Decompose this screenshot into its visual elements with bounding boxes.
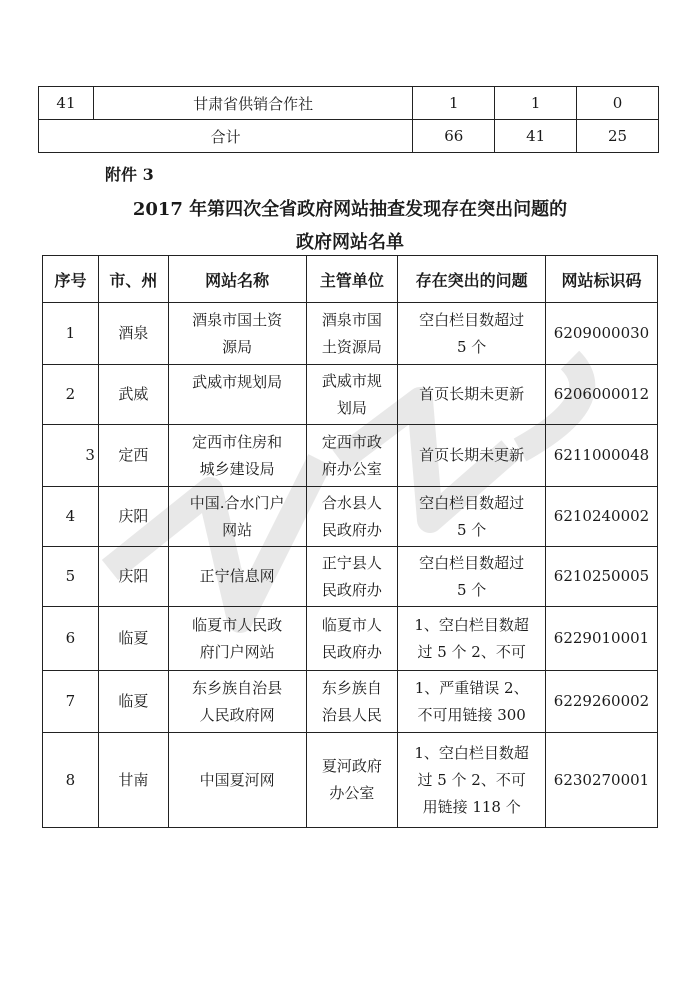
cell-issue — [398, 547, 546, 607]
table-row — [43, 365, 658, 425]
cell-issue — [398, 425, 546, 487]
table-row — [43, 303, 658, 365]
cell-city: 庆阳 — [98, 487, 168, 547]
issue-line: 首页长期未更新 — [419, 446, 525, 464]
cell-site-name — [168, 671, 306, 733]
header-unit: 主管单位 — [306, 256, 398, 303]
unit-line: 民政府办 — [321, 520, 382, 539]
cell-site-name — [168, 607, 306, 671]
attachment-label: 附件 3 — [105, 165, 154, 184]
issue-line: 首页长期未更新 — [419, 385, 525, 403]
cell-serial: 6 — [43, 607, 99, 671]
issue-line: 不可用链接 300 — [417, 705, 526, 724]
unit-line: 正宁县人 — [321, 553, 382, 572]
issue-line: 1、严重错误 2、 — [414, 678, 529, 697]
cell-serial: 8 — [43, 733, 99, 828]
total-b: 41 — [495, 120, 577, 153]
site-line: 酒泉市国土资 — [192, 310, 283, 329]
issue-line: 空白栏目数超过 — [419, 553, 525, 572]
site-line: 人民政府网 — [199, 705, 275, 724]
cell-site-name — [168, 487, 306, 547]
unit-line: 办公室 — [329, 784, 375, 802]
cell-site-code: 6210250005 — [546, 547, 658, 607]
cell-unit — [306, 733, 398, 828]
site-line: 中国夏河网 — [199, 770, 275, 789]
cell-city: 临夏 — [98, 607, 168, 671]
site-line: 源局 — [222, 337, 253, 356]
cell-unit — [306, 547, 398, 607]
table-row — [43, 547, 658, 607]
cell-site-code: 6210240002 — [546, 487, 658, 547]
cell-site-code: 6206000012 — [546, 365, 658, 425]
total-c: 25 — [577, 120, 659, 153]
table-row — [43, 425, 658, 487]
cell-unit — [306, 671, 398, 733]
table-row — [43, 671, 658, 733]
cell-site-name — [168, 365, 306, 425]
count-a: 1 — [413, 87, 495, 120]
cell-city: 临夏 — [98, 671, 168, 733]
cell-site-code: 6229260002 — [546, 671, 658, 733]
cell-site-code: 6209000030 — [546, 303, 658, 365]
unit-line: 定西市政 — [321, 432, 382, 451]
cell-issue — [398, 487, 546, 547]
unit-line: 治县人民 — [321, 705, 382, 724]
cell-site-code: 6230270001 — [546, 733, 658, 828]
header-serial: 序号 — [43, 256, 99, 303]
cell-serial: 4 — [43, 487, 99, 547]
total-label: 合计 — [39, 120, 413, 153]
site-line: 网站 — [222, 520, 253, 539]
document-title-line2: 政府网站名单 — [296, 232, 404, 253]
total-a: 66 — [413, 120, 495, 153]
table-header-row — [43, 256, 658, 303]
previous-table-continuation — [38, 86, 659, 153]
table-row — [43, 733, 658, 828]
cell-serial: 5 — [43, 547, 99, 607]
issue-line: 1、空白栏目数超 — [414, 743, 529, 762]
site-line: 正宁信息网 — [199, 567, 275, 585]
cell-serial: 3 — [43, 425, 99, 487]
site-line: 中国.合水门户 — [189, 493, 285, 512]
issue-line: 过 5 个 2、不可 — [417, 770, 526, 789]
cell-city: 酒泉 — [98, 303, 168, 365]
cell-serial: 7 — [43, 671, 99, 733]
unit-line: 合水县人 — [321, 493, 382, 512]
cell-serial: 2 — [43, 365, 99, 425]
unit-line: 夏河政府 — [321, 757, 382, 775]
table-row — [43, 487, 658, 547]
table-row — [43, 607, 658, 671]
header-site-code: 网站标识码 — [546, 256, 658, 303]
issue-line: 空白栏目数超过 — [419, 493, 525, 512]
cell-site-code: 6211000048 — [546, 425, 658, 487]
site-line: 临夏市人民政 — [192, 615, 283, 634]
unit-line: 东乡族自 — [321, 678, 382, 697]
unit-line: 民政府办 — [321, 580, 382, 599]
cell-city: 定西 — [98, 425, 168, 487]
cell-unit — [306, 607, 398, 671]
unit-line: 武威市规 — [321, 371, 382, 390]
site-line: 武威市规划局 — [192, 373, 283, 391]
unit-line: 土资源局 — [321, 337, 382, 356]
cell-unit — [306, 303, 398, 365]
table-row — [39, 87, 659, 120]
cell-site-code: 6229010001 — [546, 607, 658, 671]
cell-site-name — [168, 733, 306, 828]
site-line: 城乡建设局 — [199, 459, 275, 478]
site-line: 东乡族自治县 — [192, 678, 283, 697]
cell-city: 武威 — [98, 365, 168, 425]
unit-line: 酒泉市国 — [321, 310, 382, 329]
cell-city: 庆阳 — [98, 547, 168, 607]
cell-issue — [398, 733, 546, 828]
unit-line: 划局 — [336, 398, 367, 417]
issue-line: 用链接 118 个 — [422, 797, 521, 816]
cell-site-name — [168, 547, 306, 607]
cell-issue — [398, 671, 546, 733]
site-line: 府门户网站 — [199, 642, 275, 661]
cell-city: 甘南 — [98, 733, 168, 828]
document-title-line1: 2017 年第四次全省政府网站抽查发现存在突出问题的 — [132, 199, 568, 220]
unit-line: 临夏市人 — [321, 615, 382, 634]
cell-site-name — [168, 425, 306, 487]
cell-serial: 1 — [43, 303, 99, 365]
row-number: 41 — [39, 87, 94, 120]
issue-line: 过 5 个 2、不可 — [417, 642, 526, 661]
header-site-name: 网站名称 — [168, 256, 306, 303]
unit-line: 民政府办 — [321, 642, 382, 661]
cell-unit — [306, 487, 398, 547]
issue-line: 5 个 — [457, 337, 487, 356]
organization-name: 甘肃省供销合作社 — [93, 87, 412, 120]
issue-line: 空白栏目数超过 — [419, 310, 525, 329]
issue-line: 1、空白栏目数超 — [414, 615, 529, 634]
problem-websites-table — [42, 255, 658, 828]
cell-issue — [398, 303, 546, 365]
unit-line: 府办公室 — [321, 459, 382, 478]
total-row — [39, 120, 659, 153]
cell-site-name — [168, 303, 306, 365]
count-c: 0 — [577, 87, 659, 120]
cell-unit — [306, 365, 398, 425]
count-b: 1 — [495, 87, 577, 120]
cell-unit — [306, 425, 398, 487]
site-line: 定西市住房和 — [192, 432, 283, 451]
issue-line: 5 个 — [457, 580, 487, 599]
issue-line: 5 个 — [457, 520, 487, 539]
header-city: 市、州 — [98, 256, 168, 303]
header-issue: 存在突出的问题 — [398, 256, 546, 303]
cell-issue — [398, 365, 546, 425]
cell-issue — [398, 607, 546, 671]
